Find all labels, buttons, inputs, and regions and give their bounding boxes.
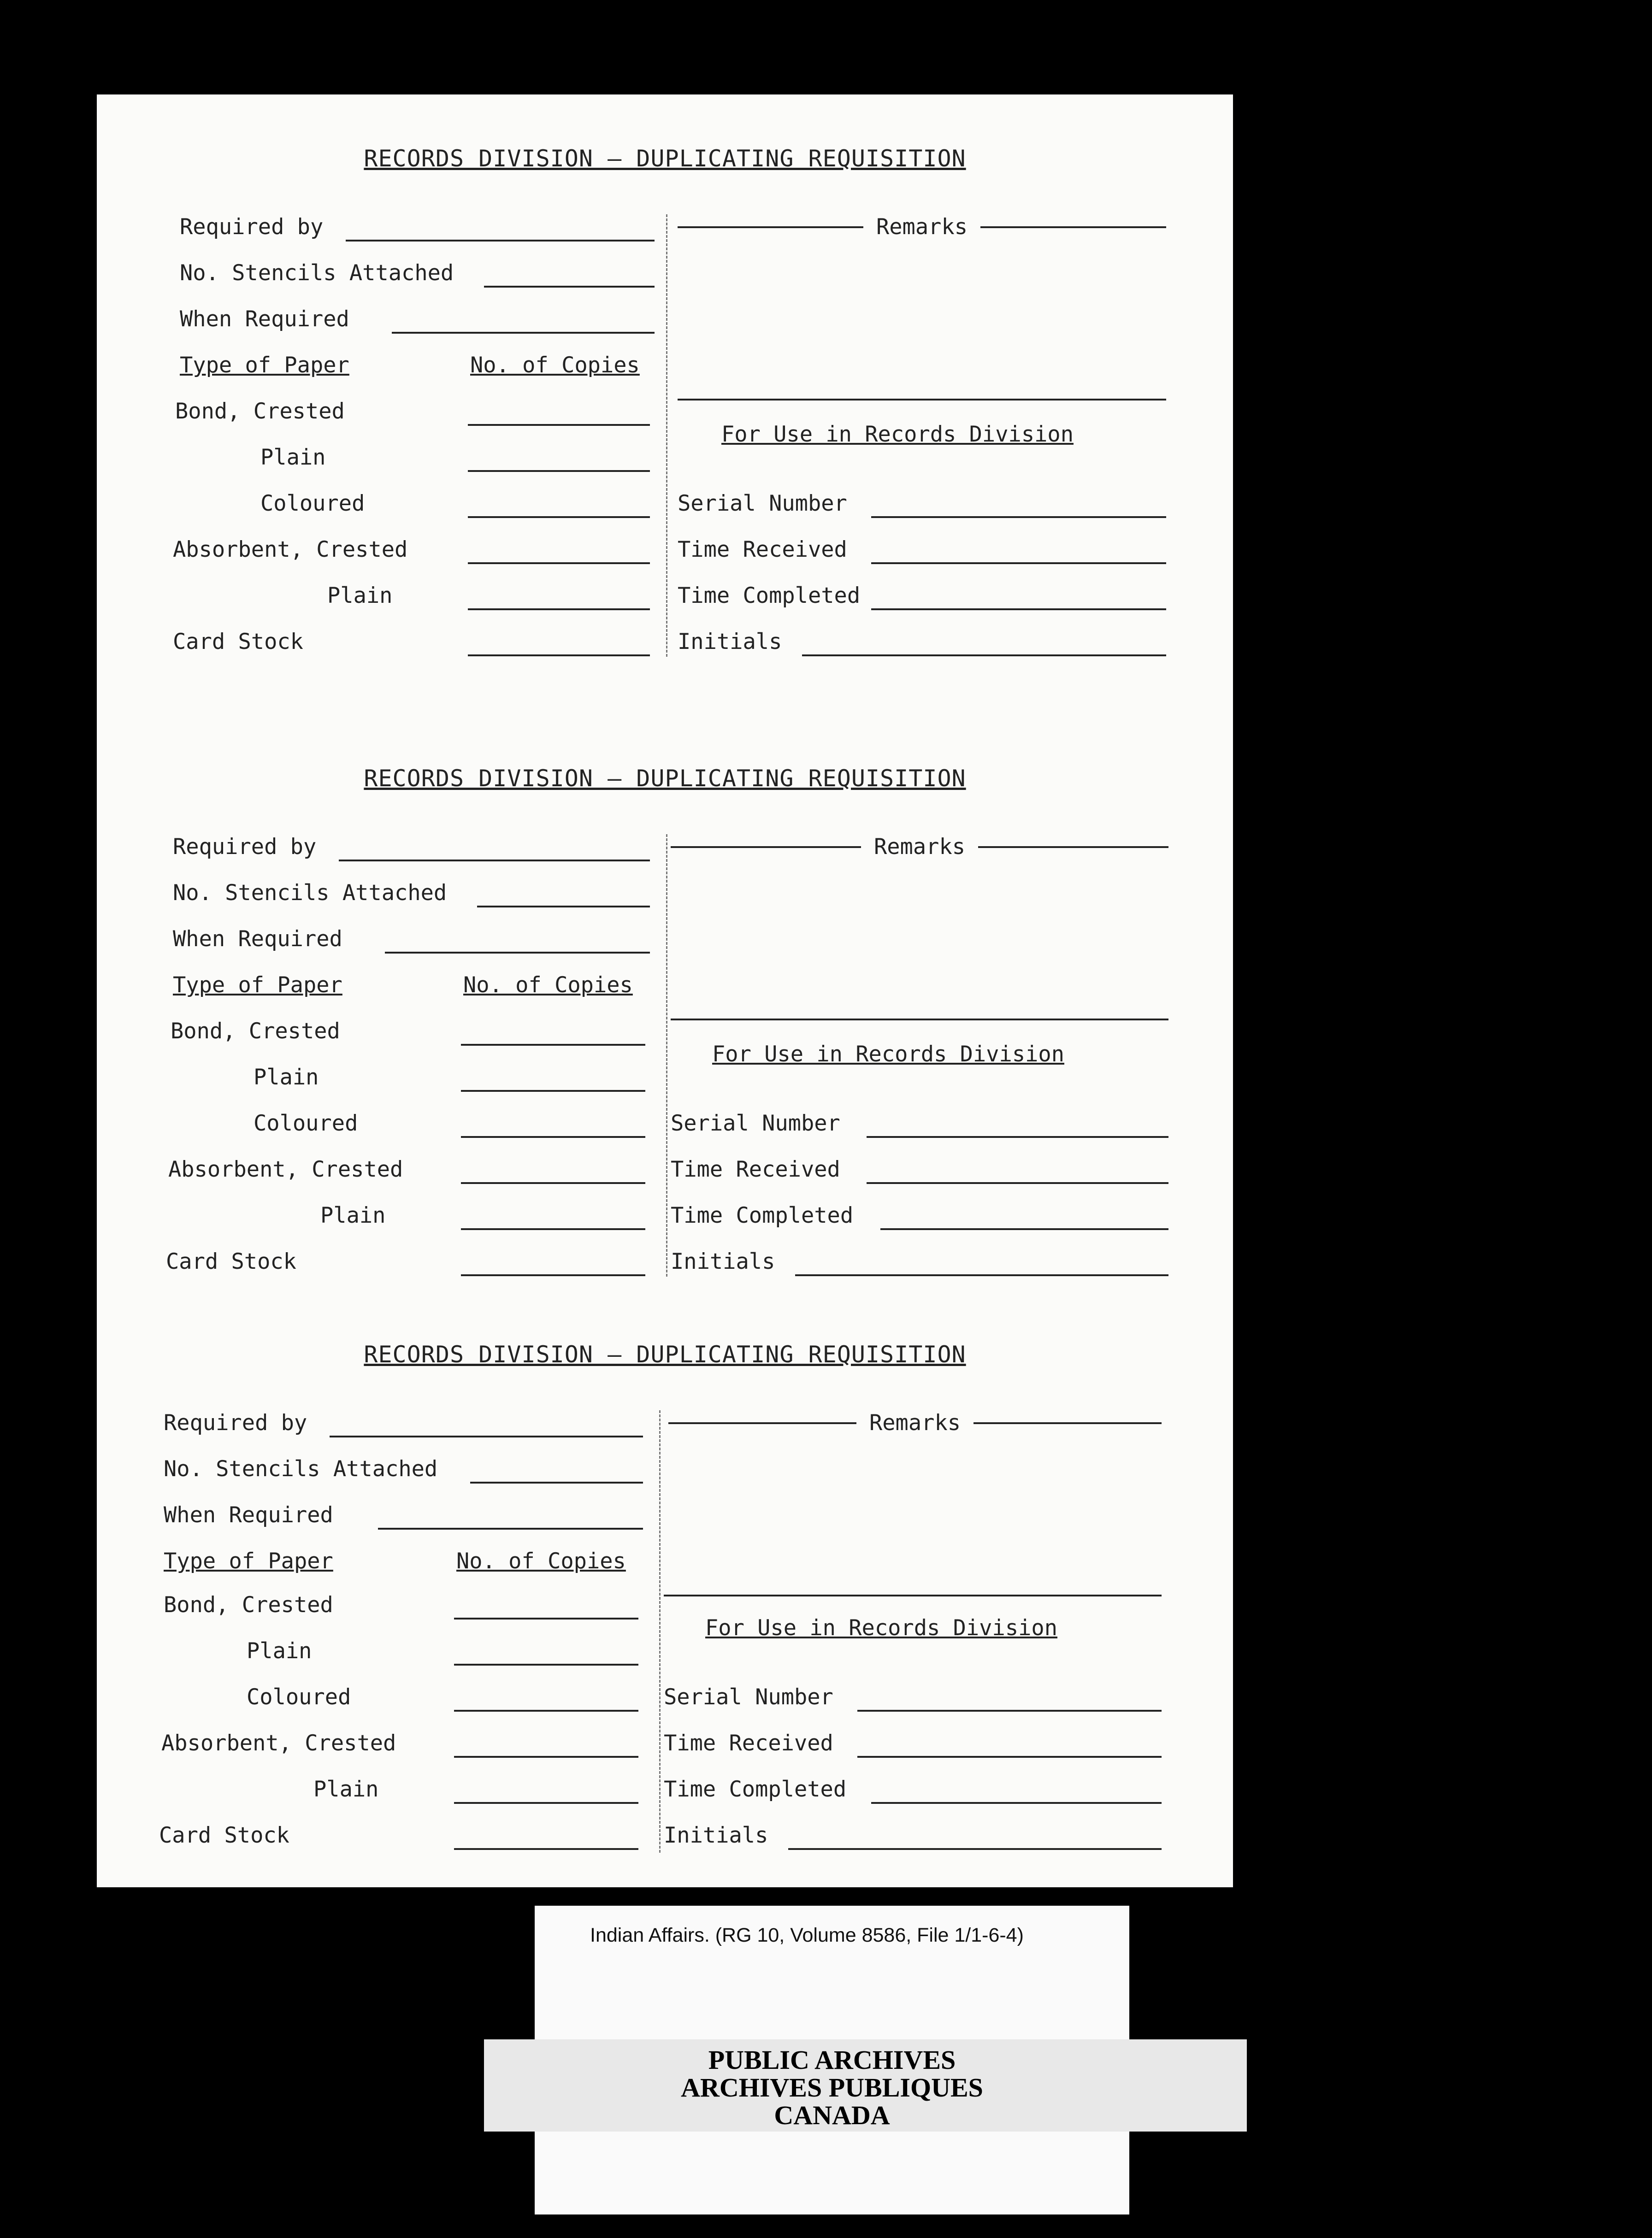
records-division-heading: For Use in Records Division — [705, 1615, 1058, 1641]
time-received-field[interactable] — [867, 1182, 1168, 1184]
coloured-label: Coloured — [254, 1111, 358, 1136]
column-divider — [659, 1410, 661, 1853]
card-stock-label: Card Stock — [173, 629, 303, 654]
remarks-label: Remarks — [876, 214, 968, 240]
requisition-form-2 — [97, 765, 1233, 1272]
when-required-field[interactable] — [392, 332, 655, 334]
coloured-field[interactable] — [461, 1136, 645, 1138]
stencils-field[interactable] — [470, 1482, 643, 1484]
stencils-label: No. Stencils Attached — [164, 1456, 438, 1482]
stencils-field[interactable] — [477, 906, 650, 907]
when-required-label: When Required — [180, 306, 349, 332]
form-title: RECORDS DIVISION — DUPLICATING REQUISITION — [364, 1341, 966, 1368]
records-division-heading: For Use in Records Division — [712, 1042, 1065, 1067]
initials-field[interactable] — [802, 654, 1166, 656]
time-received-label: Time Received — [664, 1731, 833, 1756]
coloured-label: Coloured — [260, 491, 365, 516]
absorbent-crested-label: Absorbent, Crested — [161, 1731, 396, 1756]
bond-crested-label: Bond, Crested — [171, 1019, 340, 1044]
stencils-label: No. Stencils Attached — [180, 260, 454, 286]
remarks-field[interactable] — [671, 1019, 1168, 1020]
time-completed-label: Time Completed — [664, 1777, 847, 1802]
card-stock-field[interactable] — [454, 1848, 638, 1850]
absorbent-crested-label: Absorbent, Crested — [168, 1157, 403, 1182]
required-by-label: Required by — [164, 1410, 307, 1436]
remarks-heading — [678, 214, 1166, 240]
absorbent-plain-field[interactable] — [454, 1802, 638, 1804]
requisition-form-1 — [97, 145, 1233, 652]
bond-crested-field[interactable] — [461, 1044, 645, 1046]
form-title: RECORDS DIVISION — DUPLICATING REQUISITION — [364, 765, 966, 792]
required-by-field[interactable] — [339, 860, 650, 861]
time-received-label: Time Received — [671, 1157, 840, 1182]
absorbent-crested-field[interactable] — [468, 562, 650, 564]
time-received-field[interactable] — [871, 562, 1166, 564]
time-completed-field[interactable] — [871, 608, 1166, 610]
time-completed-label: Time Completed — [678, 583, 861, 608]
absorbent-plain-label: Plain — [313, 1777, 379, 1802]
bond-crested-field[interactable] — [468, 424, 650, 426]
card-stock-label: Card Stock — [166, 1249, 296, 1274]
copies-heading: No. of Copies — [470, 353, 640, 378]
serial-number-field[interactable] — [857, 1710, 1162, 1712]
plain-label: Plain — [254, 1065, 319, 1090]
type-of-paper-heading: Type of Paper — [180, 353, 349, 378]
card-stock-field[interactable] — [468, 654, 650, 656]
type-of-paper-heading: Type of Paper — [173, 972, 342, 998]
when-required-label: When Required — [173, 926, 342, 952]
stamp-line-1: PUBLIC ARCHIVES — [708, 2045, 956, 2075]
coloured-field[interactable] — [454, 1710, 638, 1712]
when-required-label: When Required — [164, 1502, 333, 1528]
serial-number-field[interactable] — [867, 1136, 1168, 1138]
column-divider — [666, 214, 667, 657]
when-required-field[interactable] — [378, 1528, 643, 1530]
stamp-line-2: ARCHIVES PUBLIQUES — [681, 2073, 983, 2103]
plain-field[interactable] — [468, 470, 650, 472]
absorbent-plain-label: Plain — [320, 1203, 386, 1228]
plain-label: Plain — [260, 445, 326, 470]
absorbent-plain-label: Plain — [327, 583, 393, 608]
remarks-label: Remarks — [873, 834, 966, 860]
serial-number-label: Serial Number — [671, 1111, 840, 1136]
time-completed-field[interactable] — [871, 1802, 1162, 1804]
absorbent-crested-field[interactable] — [461, 1182, 645, 1184]
stencils-label: No. Stencils Attached — [173, 880, 447, 906]
serial-number-label: Serial Number — [664, 1684, 833, 1710]
copies-heading: No. of Copies — [456, 1549, 626, 1574]
bond-crested-field[interactable] — [454, 1618, 638, 1620]
coloured-field[interactable] — [468, 516, 650, 518]
when-required-field[interactable] — [385, 952, 650, 954]
serial-number-field[interactable] — [871, 516, 1166, 518]
remarks-heading — [668, 1410, 1162, 1436]
document-page — [97, 94, 1233, 1887]
absorbent-plain-field[interactable] — [468, 608, 650, 610]
stencils-field[interactable] — [484, 286, 655, 288]
plain-field[interactable] — [461, 1090, 645, 1092]
initials-field[interactable] — [795, 1274, 1168, 1276]
required-by-field[interactable] — [330, 1436, 643, 1437]
bond-crested-label: Bond, Crested — [175, 399, 345, 424]
archive-reference-text: Indian Affairs. (RG 10, Volume 8586, File 1/1-6-4) — [590, 1924, 1024, 1946]
time-received-label: Time Received — [678, 537, 847, 562]
remarks-field[interactable] — [678, 399, 1166, 400]
absorbent-crested-field[interactable] — [454, 1756, 638, 1758]
time-completed-label: Time Completed — [671, 1203, 854, 1228]
bond-crested-label: Bond, Crested — [164, 1592, 333, 1618]
initials-label: Initials — [678, 629, 782, 654]
plain-field[interactable] — [454, 1664, 638, 1666]
card-stock-field[interactable] — [461, 1274, 645, 1276]
required-by-field[interactable] — [346, 240, 655, 241]
requisition-form-3 — [97, 1341, 1233, 1848]
type-of-paper-heading: Type of Paper — [164, 1549, 333, 1574]
absorbent-plain-field[interactable] — [461, 1228, 645, 1230]
time-completed-field[interactable] — [880, 1228, 1168, 1230]
initials-field[interactable] — [788, 1848, 1162, 1850]
card-stock-label: Card Stock — [159, 1823, 289, 1848]
remarks-heading — [671, 834, 1168, 860]
initials-label: Initials — [671, 1249, 775, 1274]
archive-stamp — [535, 2046, 1129, 2129]
plain-label: Plain — [247, 1638, 312, 1664]
coloured-label: Coloured — [247, 1684, 351, 1710]
remarks-field[interactable] — [664, 1595, 1162, 1596]
serial-number-label: Serial Number — [678, 491, 847, 516]
required-by-label: Required by — [173, 834, 317, 860]
absorbent-crested-label: Absorbent, Crested — [173, 537, 408, 562]
records-division-heading: For Use in Records Division — [721, 422, 1074, 447]
initials-label: Initials — [664, 1823, 768, 1848]
time-received-field[interactable] — [857, 1756, 1162, 1758]
stamp-line-3: CANADA — [774, 2100, 890, 2130]
required-by-label: Required by — [180, 214, 324, 240]
copies-heading: No. of Copies — [463, 972, 633, 998]
column-divider — [666, 834, 667, 1277]
form-title: RECORDS DIVISION — DUPLICATING REQUISITION — [364, 145, 966, 172]
remarks-label: Remarks — [869, 1410, 961, 1436]
